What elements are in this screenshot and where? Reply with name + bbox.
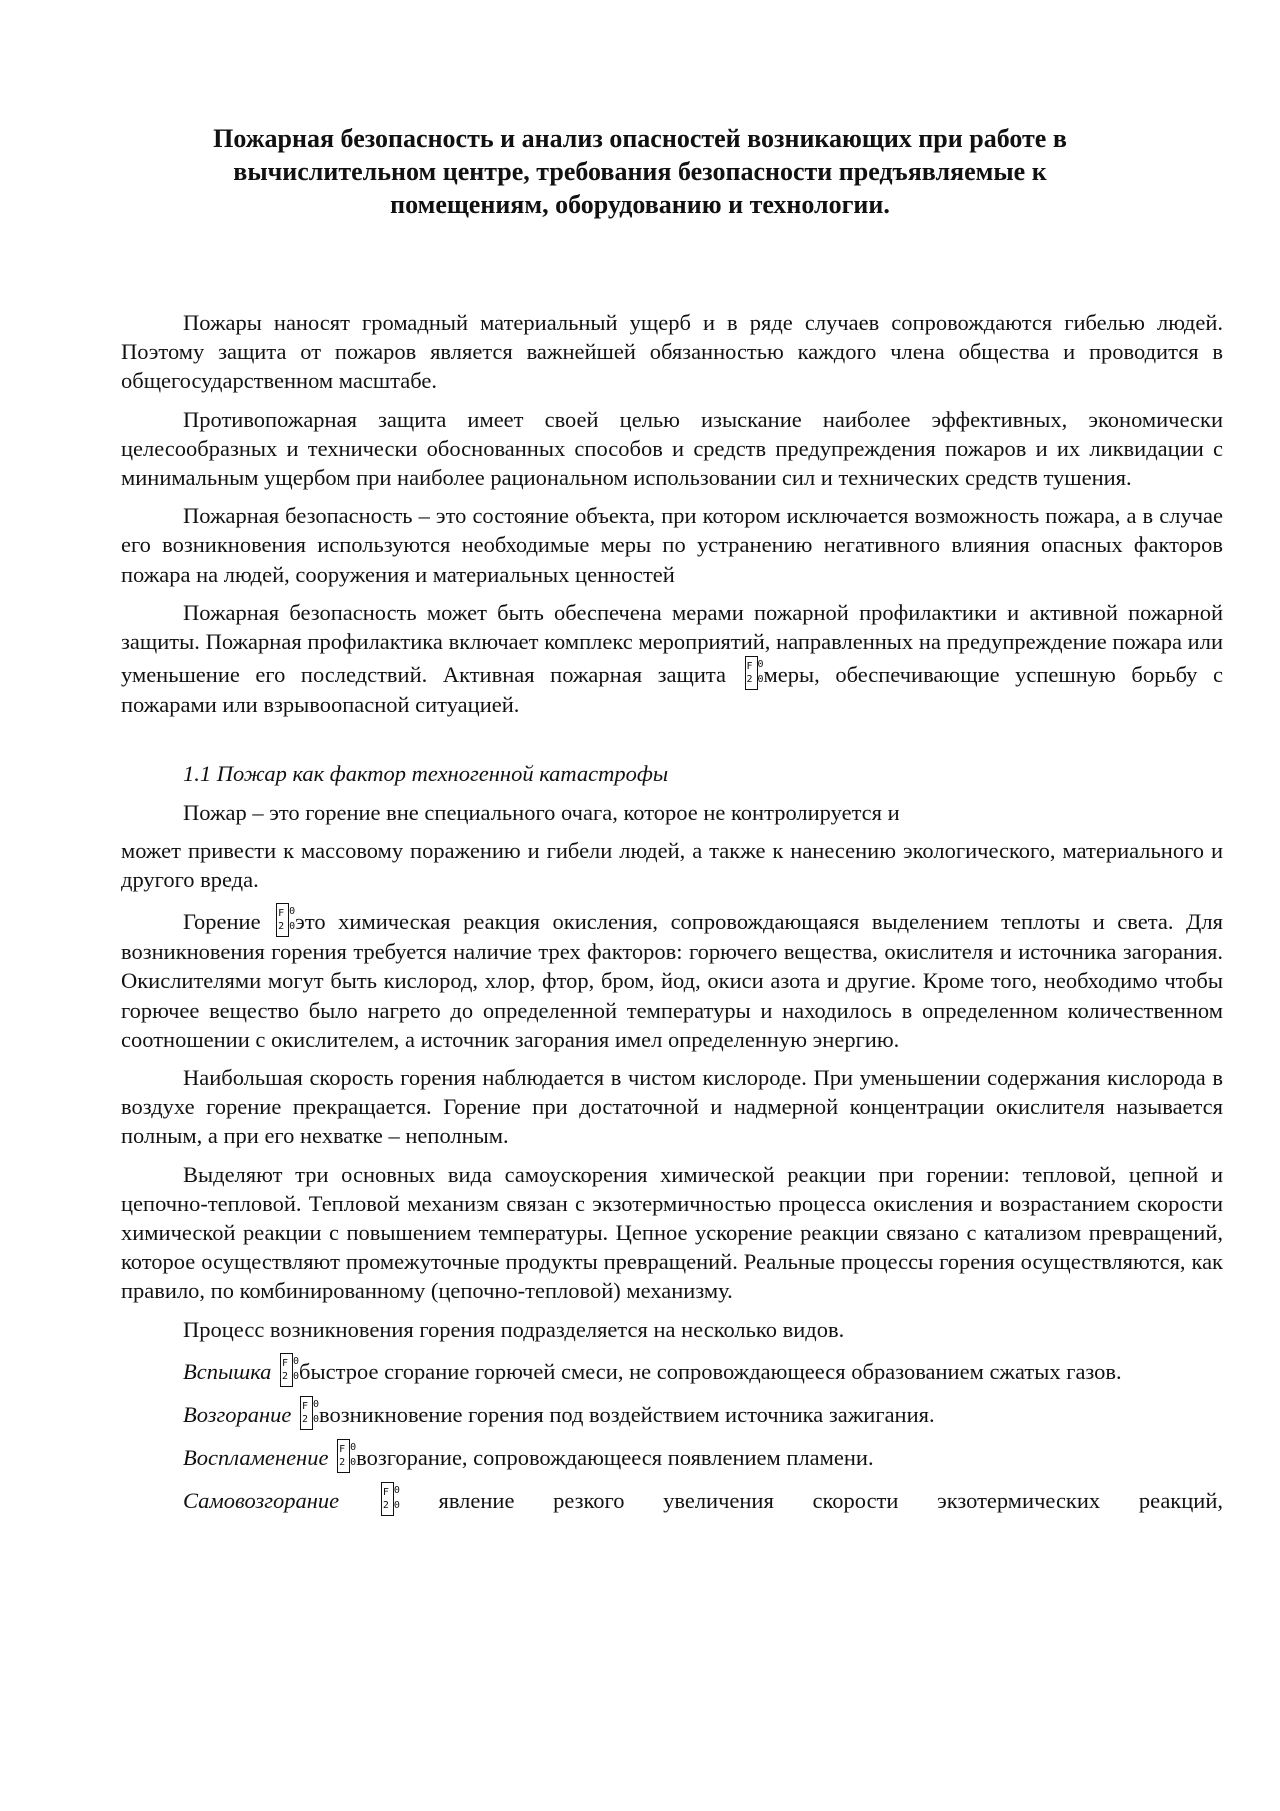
paragraph-fire-damage: Пожары наносят громадный материальный ущерб и в ряде случаев сопровождаются гибелью людей. Поэтому защита от пожаров является важнейшей обязанностью каждого члена общества и проводится в общегосударственном масштабе. [121,310,1223,394]
definition-text: возникновение горения под воздействием источника зажигания. [319,1401,935,1427]
document-title: Пожарная безопасность и анализ опасностей возникающих при работе в вычислительном центре, требования безопасности предъявляемые к помещениям, оборудованию и технологии. [213,124,1067,219]
definition-ignition [121,1396,1223,1430]
paragraph-text: это химическая реакция окисления, сопровождающаяся выделением теплоты и света. Для возникновения горения требуется наличие трех факторов: горючего вещества, окислителя и источника загорания. Окислителями могут быть кислород, хлор, фтор, бром, йод, окиси азота и другие. Кроме того, необходимо чтобы горючее вещество было нагрето до определенной температуры и находилось в определенном количественном соотношении с окислителем, а источник загорания имел определенную энергию. [121,909,1223,1052]
paragraph-fire-consequences: может привести к массовому поражению и гибели людей, а также к нанесению экологического, материального и другого вреда. [121,837,1223,893]
definition-term: Воспламенение [183,1444,329,1470]
missing-glyph-icon: F 0 2 0 [381,1482,394,1516]
missing-glyph-icon: F 0 2 0 [337,1439,350,1473]
document-body [121,308,1223,1525]
paragraph-text: меры, обеспечивающие успешную борьбу с пожарами или взрывоопасной ситуацией. [121,662,1223,718]
missing-glyph-icon: F 0 2 0 [745,656,758,690]
paragraph-fire-safety-definition: Пожарная безопасность – это состояние объекта, при котором исключается возможность пожара, а в случае его возникновения используются необходимые меры по устранению негативного влияния опасных факторов пожара на людей, сооружения и материальных ценностей [121,503,1223,587]
paragraph-fire-definition: Пожар – это горение вне специального очага, которое не контролируется и [183,799,900,825]
paragraph-combustion-speed: Наибольшая скорость горения наблюдается в чистом кислороде. При уменьшении содержания кислорода в воздухе горение прекращается. Горение при достаточной и надмерной концентрации окислителя называется полным, а при его нехватке – неполным. [121,1065,1223,1149]
paragraph-text: Пожарная безопасность может быть обеспечена мерами пожарной профилактики и активной пожарной защиты. Пожарная профилактика включает комплекс мероприятий, направленных на предупреждение пожара или уменьшение его последствий. Активная пожарная защита [121,599,1223,688]
paragraph-fire-protection-goal: Противопожарная защита имеет своей целью изыскание наиболее эффективных, экономически целесообразных и технически обоснованных способов и средств предупреждения пожаров и их ликвидации с минимальным ущербом при наиболее рациональном использовании сил и технических средств тушения. [121,406,1223,491]
paragraph-self-acceleration: Выделяют три основных вида самоускорения химической реакции при горении: тепловой, цепной и цепочно-тепловой. Тепловой механизм связан с экзотермичностью процесса окисления и возрастанием скорости химической реакции с повышением температуры. Цепное ускорение реакции связано с катализом превращений, которое осуществляют промежуточные продукты превращений. Реальные процессы горения осуществляются, как правило, по комбинированному (цепочно-тепловой) механизму. [121,1161,1223,1304]
paragraph-text: Горение [183,909,274,935]
missing-glyph-icon: F 0 2 0 [276,903,289,937]
definition-term: Возгорание [183,1401,292,1427]
definition-term: Вспышка [183,1358,272,1384]
section-heading: 1.1 Пожар как фактор техногенной катастрофы [183,761,669,787]
missing-glyph-icon: F 0 2 0 [280,1353,293,1387]
definition-text: возгорание, сопровождающееся появлением пламени. [356,1444,874,1470]
definition-text: явление резкого увеличения скорости экзотермических реакций, [438,1487,1223,1513]
definition-flash [121,1353,1223,1387]
definition-text: быстрое сгорание горючей смеси, не сопровождающееся образованием сжатых газов. [299,1358,1122,1384]
paragraph-fire-prevention [121,598,1223,720]
paragraph-combustion-definition [121,903,1223,1054]
paragraph-combustion-types: Процесс возникновения горения подразделяется на несколько видов. [183,1316,845,1342]
definition-spontaneous-combustion [121,1482,1223,1516]
definition-term: Самовозгорание [183,1487,340,1513]
missing-glyph-icon: F 0 2 0 [300,1396,313,1430]
definition-inflammation [121,1439,1223,1473]
